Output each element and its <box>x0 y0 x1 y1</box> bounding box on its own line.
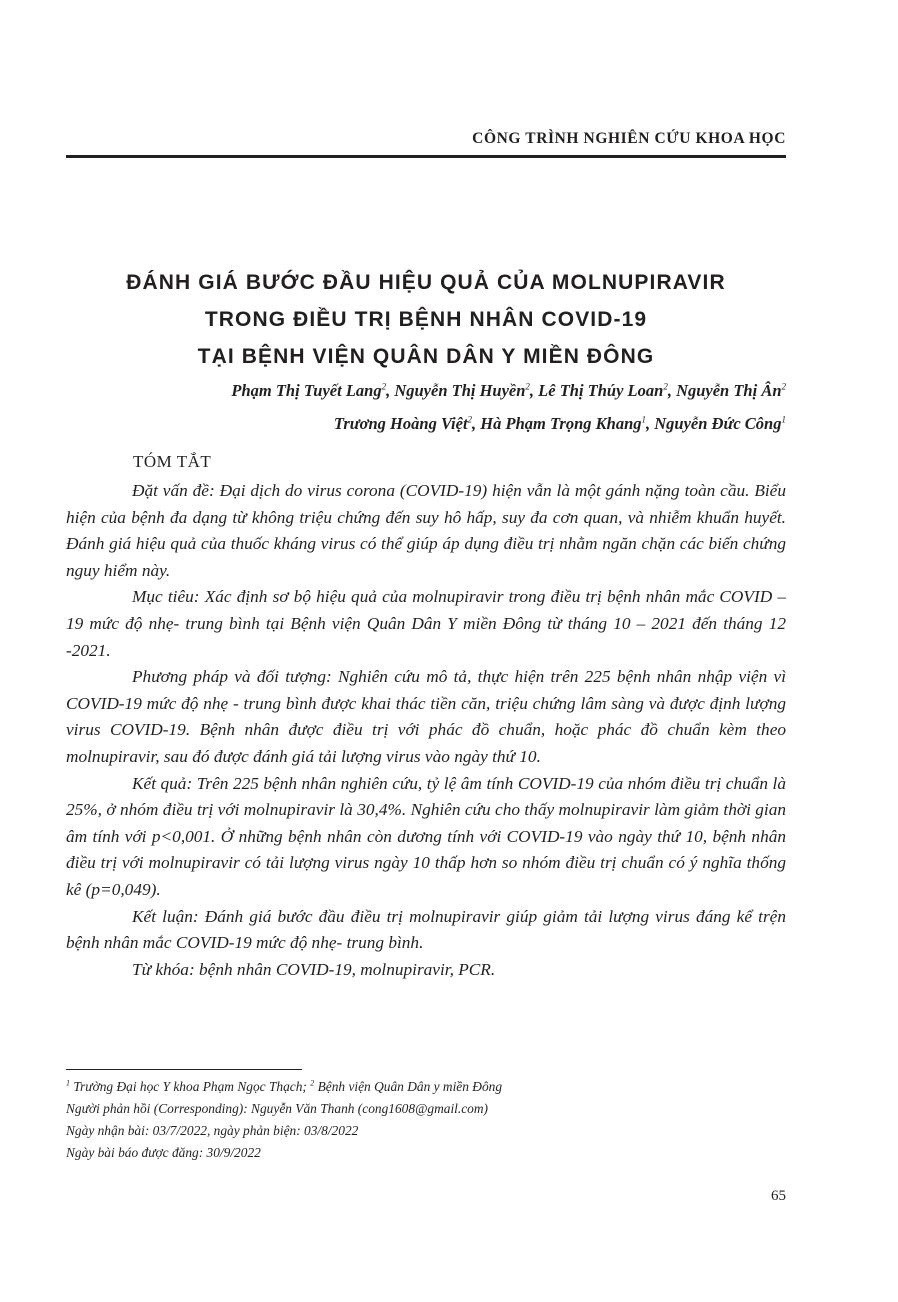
author-name: Nguyễn Thị Ân <box>676 381 782 400</box>
title-line-1: ĐÁNH GIÁ BƯỚC ĐẦU HIỆU QUẢ CỦA MOLNUPIRAVIR <box>126 271 726 294</box>
footnote-corresponding: Người phản hồi (Corresponding): Nguyễn Văn Thanh (cong1608@gmail.com) <box>66 1101 489 1116</box>
affiliation-mark: 2 <box>310 1078 315 1088</box>
footnotes <box>66 1076 786 1164</box>
author-name: Nguyễn Đức Công <box>654 414 782 433</box>
author-separator: , <box>386 381 395 400</box>
author-line-2 <box>66 407 786 440</box>
title-line-2: TRONG ĐIỀU TRỊ BỆNH NHÂN COVID-19 <box>204 308 648 331</box>
author-affiliation: 2 <box>781 381 786 392</box>
footnote-publication-date: Ngày bài báo được đăng: 30/9/2022 <box>66 1145 261 1160</box>
author-affiliation: 2 <box>525 381 530 392</box>
abstract-conclusion: Kết luận: Đánh giá bước đầu điều trị molnupiravir giúp giảm tải lượng virus đáng kể trện bệnh nhân mắc COVID-19 mức độ nhẹ- trung bình. <box>66 906 786 953</box>
affiliation-1: Trường Đại học Y khoa Phạm Ngọc Thạch; <box>70 1079 311 1094</box>
article-title <box>66 264 786 375</box>
abstract-body <box>66 478 786 983</box>
running-head: CÔNG TRÌNH NGHIÊN CỨU KHOA HỌC <box>472 130 786 147</box>
author-line-1 <box>66 374 786 407</box>
author-separator: , <box>472 414 481 433</box>
footnote-rule <box>66 1069 302 1070</box>
author-affiliation: 2 <box>381 381 387 392</box>
page-number: 65 <box>771 1188 786 1204</box>
abstract-heading: TÓM TẮT <box>133 452 212 471</box>
author-name: Trương Hoàng Việt <box>333 414 468 433</box>
author <box>480 414 646 433</box>
author <box>394 381 530 400</box>
author-separator: , <box>667 381 677 400</box>
header-rule <box>66 155 786 158</box>
abstract-objective: Mục tiêu: Xác định sơ bộ hiệu quả của molnupiravir trong điều trị bệnh nhân mắc COVID – 19 mức độ nhẹ- trung bình tại Bệnh viện Quân Dân Y miền Đông từ tháng 10 – 2021 đến tháng 12 -2021. <box>66 587 786 660</box>
author-separator: , <box>529 381 539 400</box>
footnote-review-dates: Ngày nhận bài: 03/7/2022, ngày phản biện: 03/8/2022 <box>66 1123 359 1138</box>
author <box>676 381 786 400</box>
affiliation-mark: 1 <box>66 1078 70 1088</box>
author <box>654 414 786 433</box>
author-name: Hà Phạm Trọng Khang <box>480 414 642 433</box>
author-list <box>66 374 786 440</box>
author-name: Lê Thị Thúy Loan <box>538 381 664 400</box>
author-affiliation: 2 <box>663 381 668 392</box>
author <box>231 381 386 400</box>
abstract-keywords: Từ khóa: bệnh nhân COVID-19, molnupiravir, PCR. <box>132 959 496 979</box>
abstract-results: Kết quả: Trên 225 bệnh nhân nghiên cứu, tỷ lệ âm tính COVID-19 của nhóm điều trị chuẩn là 25%, ở nhóm điều trị với molnupiravir là 30,4%. Nghiên cứu cho thấy molnupiravir làm giảm thời gian âm tính với p<0,001. Ở những bệnh nhân còn dương tính với COVID-19 vào ngày thứ 10, bệnh nhân điều trị với molnupiravir có tải lượng virus ngày 10 thấp hơn so nhóm điều trị chuẩn có ý nghĩa thống kê (p=0,049). <box>66 773 786 899</box>
footnote-affiliations <box>66 1076 786 1098</box>
abstract-background: Đặt vấn đề: Đại dịch do virus corona (COVID-19) hiện vẫn là một gánh nặng toàn cầu. Biểu hiện của bệnh đa dạng từ không triệu chứng đến suy hô hấp, suy đa cơn quan, và nhiễm khuẩn huyết. Đánh giá hiệu quả của thuốc kháng virus có thể giúp áp dụng điều trị nhằm ngăn chặn các biến chứng nguy hiểm này. <box>66 481 786 580</box>
author-separator: , <box>646 414 655 433</box>
abstract-methods: Phương pháp và đối tượng: Nghiên cứu mô tả, thực hiện trên 225 bệnh nhân nhập viện vì COVID-19 mức độ nhẹ - trung bình được khai thác tiền căn, triệu chứng lâm sàng và được định lượng virus COVID-19. Bệnh nhân được điều trị với phác đồ chuẩn, hoặc phác đồ chuẩn kèm theo molnupiravir, sau đó được đánh giá tải lượng virus vào ngày thứ 10. <box>66 667 786 766</box>
affiliation-2: Bệnh viện Quân Dân y miền Đông <box>314 1079 503 1094</box>
author-name: Nguyễn Thị Huyền <box>394 381 526 400</box>
title-line-3: TẠI BỆNH VIỆN QUÂN DÂN Y MIỀN ĐÔNG <box>197 345 655 368</box>
author-affiliation: 2 <box>467 414 473 425</box>
author <box>538 381 668 400</box>
author-affiliation: 1 <box>781 414 786 425</box>
author <box>334 414 472 433</box>
author-name: Phạm Thị Tuyết Lang <box>231 381 382 400</box>
author-affiliation: 1 <box>641 414 647 425</box>
